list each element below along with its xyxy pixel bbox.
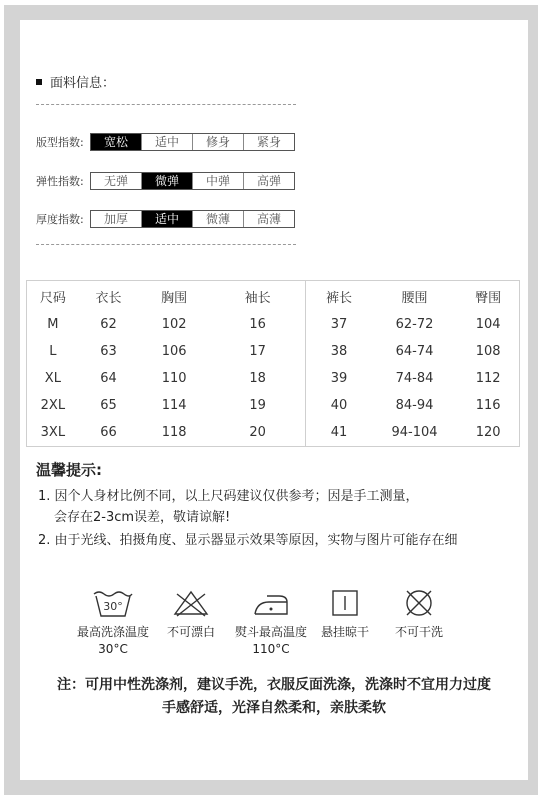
- thickness-index-options: [90, 210, 295, 228]
- wash-temp-badge: 30°: [103, 600, 123, 613]
- cell-hip: 116: [475, 398, 501, 413]
- header-pants-length: 裤长: [306, 281, 372, 312]
- cell-hip: 120: [475, 425, 501, 440]
- header-size: 尺码: [39, 290, 66, 306]
- header-hip: 臀围: [475, 290, 502, 306]
- cell-length: 64: [100, 371, 117, 386]
- thickness-option-thin: 微薄: [192, 211, 243, 227]
- care-dry-clean-label: 不可干洗: [394, 625, 443, 639]
- thickness-index-row: [36, 210, 295, 228]
- cell-size: 2XL: [40, 398, 66, 413]
- cell-sleeve: 19: [249, 398, 266, 413]
- fit-index-options: [90, 133, 295, 151]
- fit-option-loose: 宽松: [91, 134, 141, 150]
- cell-waist: 84-94: [395, 398, 434, 413]
- elasticity-option-none: 无弹: [91, 173, 141, 189]
- tip-line-1: 1. 因个人身材比例不同，以上尺码建议仅供参考；因是手工测量，: [38, 489, 419, 504]
- thickness-option-very-thin: 高薄: [243, 211, 294, 227]
- header-length: 衣长: [95, 290, 122, 306]
- care-iron-temp: 110°C: [252, 642, 290, 656]
- cell-waist: 74-84: [395, 371, 434, 386]
- cell-length: 63: [100, 344, 117, 359]
- care-wash-label: 最高洗涤温度: [76, 625, 149, 639]
- cell-waist: 94-104: [391, 425, 438, 440]
- care-bleach: [146, 588, 236, 641]
- tips-title: 温馨提示:: [36, 461, 102, 479]
- cell-sleeve: 20: [249, 425, 266, 440]
- size-chart-table: [26, 280, 520, 447]
- fabric-info-title: 面料信息：: [50, 76, 116, 91]
- fit-index-row: [36, 133, 295, 151]
- fit-option-regular: 适中: [141, 134, 192, 150]
- cell-pants-length: 38: [306, 338, 372, 365]
- bullet-square-icon: [36, 79, 42, 85]
- cell-waist: 64-74: [395, 344, 434, 359]
- table-row: [27, 392, 520, 419]
- care-wash-temp: 30°C: [98, 642, 128, 656]
- header-chest: 胸围: [161, 290, 188, 306]
- elasticity-index-label: 弹性指数:: [36, 175, 84, 188]
- cell-size: L: [49, 344, 57, 359]
- tip-line-1b: 会存在2-3cm误差，敬请谅解!: [54, 510, 231, 525]
- cell-hip: 108: [475, 344, 501, 359]
- table-row: [27, 419, 520, 447]
- care-note-line-1: 注：可用中性洗涤剂，建议手洗，衣服反面洗涤，洗涤时不宜用力过度: [57, 677, 491, 693]
- iron-icon: [249, 588, 293, 618]
- hang-dry-icon: [323, 588, 367, 618]
- cell-chest: 106: [161, 344, 187, 359]
- dashed-divider-bottom: [36, 244, 296, 245]
- elasticity-option-slight: 微弹: [141, 173, 192, 189]
- cell-hip: 112: [475, 371, 501, 386]
- thickness-option-thick: 加厚: [91, 211, 141, 227]
- size-chart-header-row: [27, 281, 520, 312]
- cell-length: 62: [100, 317, 117, 332]
- thickness-index-label: 厚度指数:: [36, 213, 84, 226]
- cell-sleeve: 17: [249, 344, 266, 359]
- cell-chest: 110: [161, 371, 187, 386]
- cell-length: 65: [100, 398, 117, 413]
- care-iron-label: 熨斗最高温度: [234, 625, 307, 639]
- cell-size: 3XL: [40, 425, 66, 440]
- care-hang-dry-label: 悬挂晾干: [320, 625, 369, 639]
- care-bleach-label: 不可漂白: [166, 625, 215, 639]
- elasticity-index-row: [36, 172, 295, 190]
- no-bleach-icon: [169, 588, 213, 618]
- fabric-info-heading: [36, 72, 115, 91]
- header-waist: 腰围: [401, 290, 428, 306]
- fit-index-label: 版型指数:: [36, 136, 84, 149]
- care-dry-clean: [374, 588, 464, 641]
- table-row: [27, 338, 520, 365]
- cell-length: 66: [100, 425, 117, 440]
- cell-pants-length: 37: [306, 311, 372, 338]
- no-dry-clean-icon: [397, 588, 441, 618]
- elasticity-option-high: 高弹: [243, 173, 294, 189]
- care-wash: [68, 588, 158, 658]
- cell-size: XL: [44, 371, 61, 386]
- cell-chest: 102: [161, 317, 187, 332]
- fit-option-slim: 修身: [192, 134, 243, 150]
- cell-size: M: [47, 317, 59, 332]
- cell-chest: 118: [161, 425, 187, 440]
- cell-pants-length: 40: [306, 392, 372, 419]
- elasticity-index-options: [90, 172, 295, 190]
- table-row: [27, 365, 520, 392]
- cell-sleeve: 18: [249, 371, 266, 386]
- tip-line-2: 2. 由于光线、拍摄角度、显示器显示效果等原因，实物与图片可能存在细: [38, 533, 458, 548]
- care-note-line-2: 手感舒适，光泽自然柔和，亲肤柔软: [162, 700, 386, 716]
- thickness-option-moderate: 适中: [141, 211, 192, 227]
- cell-hip: 104: [475, 317, 501, 332]
- fit-option-tight: 紧身: [243, 134, 294, 150]
- cell-pants-length: 39: [306, 365, 372, 392]
- cell-waist: 62-72: [395, 317, 434, 332]
- dashed-divider-top: [36, 104, 296, 105]
- header-sleeve: 袖长: [244, 290, 271, 306]
- cell-pants-length: 41: [306, 419, 372, 447]
- elasticity-option-medium: 中弹: [192, 173, 243, 189]
- cell-chest: 114: [161, 398, 187, 413]
- cell-sleeve: 16: [249, 317, 266, 332]
- wash-30-icon: [91, 588, 135, 618]
- table-row: [27, 311, 520, 338]
